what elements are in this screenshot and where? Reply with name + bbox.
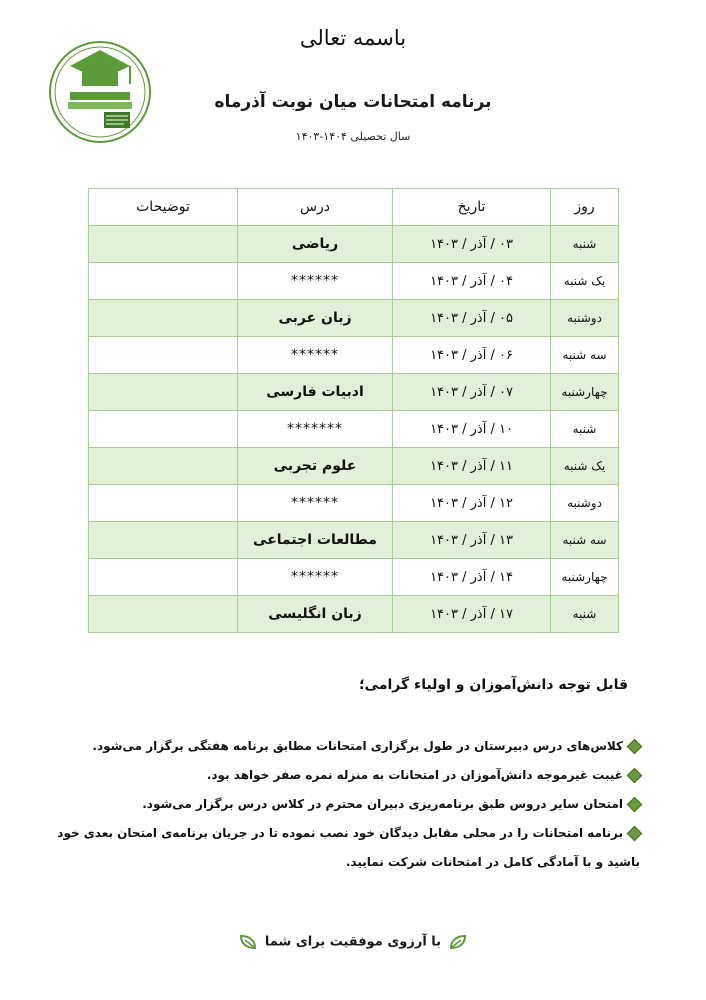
cell-subject: علوم تجربی — [238, 448, 393, 485]
cell-subject: مطالعات اجتماعی — [238, 522, 393, 559]
diamond-bullet-icon — [627, 826, 643, 842]
cell-notes — [89, 374, 238, 411]
table-row — [89, 263, 619, 300]
cell-day: چهارشنبه — [551, 374, 619, 411]
leaf-ornament-icon — [239, 934, 257, 950]
cell-date: ۰۳ / آذر / ۱۴۰۳ — [393, 226, 551, 263]
footer — [0, 934, 706, 950]
list-item-text: برنامه امتحانات را در محلی مقابل دیدگان خود نصب نموده تا در جریان برنامه‌ی امتحان بعدی خود باشید و با آمادگی کامل در امتحانات شرکت نمایید. — [57, 826, 640, 869]
cell-date: ۱۳ / آذر / ۱۴۰۳ — [393, 522, 551, 559]
cell-date: ۱۷ / آذر / ۱۴۰۳ — [393, 596, 551, 633]
cell-subject: ادبیات فارسی — [238, 374, 393, 411]
cell-notes — [89, 300, 238, 337]
cell-subject: ****** — [238, 485, 393, 522]
cell-subject: ****** — [238, 337, 393, 374]
cell-notes — [89, 522, 238, 559]
bismillah-heading: باسمه تعالی — [299, 26, 407, 50]
table-row — [89, 485, 619, 522]
table-row — [89, 559, 619, 596]
cell-notes — [89, 411, 238, 448]
cell-day: یک شنبه — [551, 263, 619, 300]
table-row — [89, 522, 619, 559]
cell-date: ۱۰ / آذر / ۱۴۰۳ — [393, 411, 551, 448]
cell-date: ۱۴ / آذر / ۱۴۰۳ — [393, 559, 551, 596]
cell-date: ۰۶ / آذر / ۱۴۰۳ — [393, 337, 551, 374]
cell-subject: ****** — [238, 263, 393, 300]
diamond-bullet-icon — [627, 739, 643, 755]
header-day: روز — [551, 189, 619, 226]
table-row — [89, 596, 619, 633]
list-item — [50, 732, 640, 761]
exam-schedule-table — [88, 188, 619, 633]
cell-date: ۰۴ / آذر / ۱۴۰۳ — [393, 263, 551, 300]
cell-subject: زبان انگلیسی — [238, 596, 393, 633]
cell-date: ۱۱ / آذر / ۱۴۰۳ — [393, 448, 551, 485]
cell-day: سه شنبه — [551, 337, 619, 374]
cell-notes — [89, 263, 238, 300]
list-item-text: کلاس‌های درس دبیرستان در طول برگزاری امتحانات مطابق برنامه هفتگی برگزار می‌شود. — [92, 739, 623, 753]
cell-day: دوشنبه — [551, 485, 619, 522]
cell-notes — [89, 596, 238, 633]
list-item — [50, 819, 640, 877]
cell-date: ۰۵ / آذر / ۱۴۰۳ — [393, 300, 551, 337]
table-row — [89, 374, 619, 411]
cell-notes — [89, 559, 238, 596]
notice-heading: قابل توجه دانش‌آموزان و اولیاء گرامی؛ — [359, 677, 628, 693]
cell-notes — [89, 448, 238, 485]
cell-day: شنبه — [551, 596, 619, 633]
cell-notes — [89, 485, 238, 522]
list-item-text: امتحان سایر دروس طبق برنامه‌ریزی دبیران محترم در کلاس درس برگزار می‌شود. — [142, 797, 623, 811]
page-title: برنامه امتحانات میان نوبت آذرماه — [214, 92, 492, 112]
notice-list — [50, 732, 640, 877]
diamond-bullet-icon — [627, 797, 643, 813]
cell-day: شنبه — [551, 411, 619, 448]
table-row — [89, 411, 619, 448]
cell-subject: ریاضی — [238, 226, 393, 263]
header-date: تاریخ — [393, 189, 551, 226]
table-row — [89, 337, 619, 374]
cell-day: شنبه — [551, 226, 619, 263]
cell-notes — [89, 226, 238, 263]
leaf-ornament-icon — [449, 934, 467, 950]
cell-notes — [89, 337, 238, 374]
table-row — [89, 448, 619, 485]
footer-text: با آرزوی موفقیت برای شما — [264, 934, 442, 950]
cell-day: یک شنبه — [551, 448, 619, 485]
table-header-row — [89, 189, 619, 226]
cell-subject: ******* — [238, 411, 393, 448]
diamond-bullet-icon — [627, 768, 643, 784]
cell-subject: ****** — [238, 559, 393, 596]
cell-date: ۱۲ / آذر / ۱۴۰۳ — [393, 485, 551, 522]
cell-subject: زبان عربی — [238, 300, 393, 337]
cell-date: ۰۷ / آذر / ۱۴۰۳ — [393, 374, 551, 411]
table-row — [89, 226, 619, 263]
list-item — [50, 790, 640, 819]
academic-year: سال تحصیلی ۱۴۰۴-۱۴۰۳ — [295, 130, 411, 143]
list-item — [50, 761, 640, 790]
cell-day: دوشنبه — [551, 300, 619, 337]
header-notes: توضیحات — [89, 189, 238, 226]
cell-day: سه شنبه — [551, 522, 619, 559]
cell-day: چهارشنبه — [551, 559, 619, 596]
table-row — [89, 300, 619, 337]
list-item-text: غیبت غیرموجه دانش‌آموزان در امتحانات به منزله نمره صفر خواهد بود. — [206, 768, 623, 782]
header-subject: درس — [238, 189, 393, 226]
